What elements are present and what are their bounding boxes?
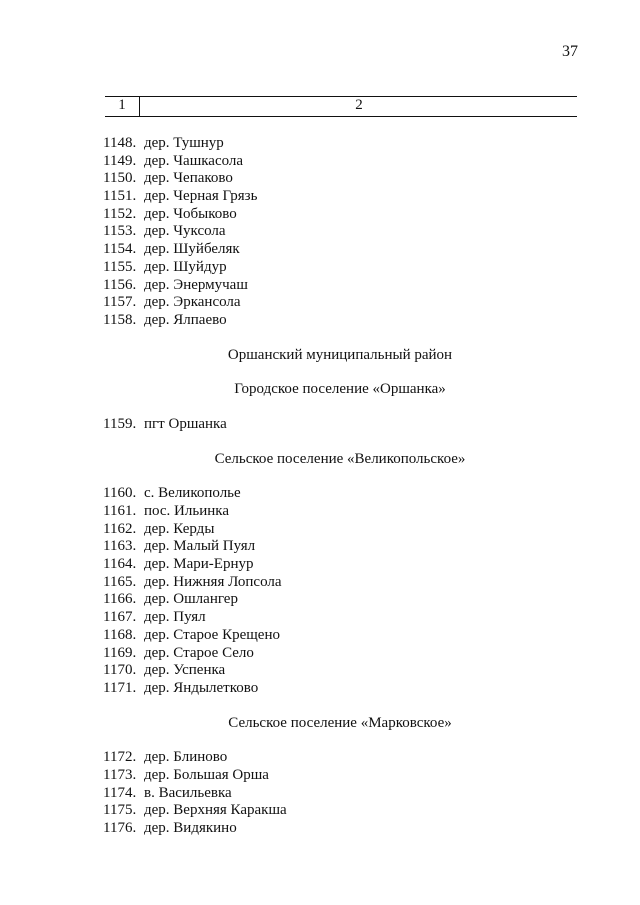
list-item [0, 802, 640, 820]
list-item [0, 485, 640, 503]
item-number: 1175. [103, 802, 137, 819]
list-item [0, 609, 640, 627]
settlement-name: дер. Тушнур [144, 135, 224, 151]
list-item [0, 574, 640, 592]
list-item [0, 241, 640, 259]
settlement-name: дер. Успенка [144, 662, 226, 679]
list-item [0, 662, 640, 680]
list-markovskoe [0, 749, 640, 837]
item-number: 1170. [103, 662, 137, 679]
list-item [0, 277, 640, 295]
item-number: 1164. [103, 556, 137, 573]
settlement-name: дер. Яндылетково [144, 679, 259, 696]
list-velikopolskoe [0, 485, 640, 697]
item-number: 1153. [103, 223, 137, 240]
settlement-name: дер. Старое Село [144, 644, 254, 661]
settlement-name: дер. Малый Пуял [144, 538, 256, 555]
item-number: 1163. [103, 538, 137, 555]
item-number: 1172. [103, 749, 137, 766]
district-heading: Оршанский муниципальный район [227, 346, 453, 363]
item-number: 1173. [103, 766, 137, 783]
list-item [0, 538, 640, 556]
settlement-name: дер. Ошлангер [144, 591, 238, 608]
section-heading-velikopolskoe: Сельское поселение «Великопольское» [214, 450, 466, 467]
item-number: 1154. [103, 241, 137, 258]
list-item [0, 135, 640, 153]
item-number: 1158. [103, 311, 137, 328]
item-number: 1176. [103, 820, 137, 836]
settlement-name: пгт Оршанка [144, 415, 227, 432]
settlement-name: пос. Ильинка [144, 503, 229, 519]
list-item [0, 153, 640, 171]
item-number: 1167. [103, 609, 137, 626]
item-number: 1148. [103, 135, 137, 151]
settlement-name: дер. Мари-Ернур [144, 556, 254, 573]
settlement-name: дер. Чобыково [144, 205, 237, 222]
settlement-name: дер. Пуял [144, 609, 206, 626]
item-number: 1169. [103, 644, 137, 661]
table-header-col1: 1 [118, 97, 126, 113]
list-item [0, 627, 640, 645]
item-number: 1171. [103, 679, 137, 696]
settlement-name: дер. Черная Грязь [144, 188, 258, 205]
settlement-name: дер. Верхняя Каракша [144, 802, 287, 819]
list-gorodskoe [0, 416, 640, 434]
list-item [0, 416, 640, 434]
list-item [0, 645, 640, 663]
section-heading-gorodskoe: Городское поселение «Оршанка» [234, 381, 446, 398]
item-number: 1160. [103, 485, 137, 502]
list-item [0, 170, 640, 188]
settlement-name: дер. Шуйбеляк [144, 241, 240, 258]
list-item [0, 521, 640, 539]
table-header-col2: 2 [355, 97, 363, 113]
list-first [0, 135, 640, 330]
settlement-name: дер. Блиново [144, 749, 228, 766]
settlement-name: дер. Нижняя Лопсола [144, 573, 282, 590]
item-number: 1149. [103, 152, 137, 169]
settlement-name: в. Васильевка [144, 784, 232, 801]
settlement-name: дер. Ялпаево [144, 311, 227, 328]
settlement-name: дер. Чепаково [144, 170, 233, 187]
settlement-name: дер. Чуксола [144, 223, 226, 240]
table-header-divider [139, 96, 140, 117]
settlement-name: дер. Старое Крещено [144, 626, 280, 643]
list-item [0, 206, 640, 224]
settlement-name: дер. Энермучаш [144, 276, 248, 293]
list-item [0, 312, 640, 330]
list-item [0, 556, 640, 574]
list-item [0, 503, 640, 521]
list-item [0, 259, 640, 277]
list-item [0, 294, 640, 312]
list-item [0, 749, 640, 767]
table-header-bottom-rule [105, 116, 577, 117]
table-header [105, 96, 577, 118]
item-number: 1159. [103, 415, 137, 432]
list-item [0, 785, 640, 803]
item-number: 1152. [103, 205, 137, 222]
item-number: 1174. [103, 784, 137, 801]
list-item [0, 223, 640, 241]
item-number: 1161. [103, 503, 137, 519]
item-number: 1151. [103, 188, 137, 205]
settlement-name: дер. Большая Орша [144, 766, 269, 783]
item-number: 1166. [103, 591, 137, 608]
settlement-name: дер. Чашкасола [144, 152, 244, 169]
item-number: 1156. [103, 276, 137, 293]
page-number: 37 [562, 43, 578, 60]
item-number: 1157. [103, 294, 137, 311]
item-number: 1168. [103, 626, 137, 643]
document-body [0, 135, 640, 838]
section-heading-markovskoe: Сельское поселение «Марковское» [228, 714, 452, 731]
settlement-name: дер. Эркансола [144, 294, 241, 311]
item-number: 1165. [103, 573, 137, 590]
settlement-name: дер. Керды [144, 520, 215, 537]
settlement-name: дер. Видякино [144, 820, 237, 836]
list-item [0, 680, 640, 698]
list-item [0, 188, 640, 206]
list-item [0, 820, 640, 838]
settlement-name: с. Великополье [144, 485, 241, 502]
list-item [0, 767, 640, 785]
settlement-name: дер. Шуйдур [144, 258, 227, 275]
item-number: 1155. [103, 258, 137, 275]
list-item [0, 591, 640, 609]
item-number: 1150. [103, 170, 137, 187]
item-number: 1162. [103, 520, 137, 537]
